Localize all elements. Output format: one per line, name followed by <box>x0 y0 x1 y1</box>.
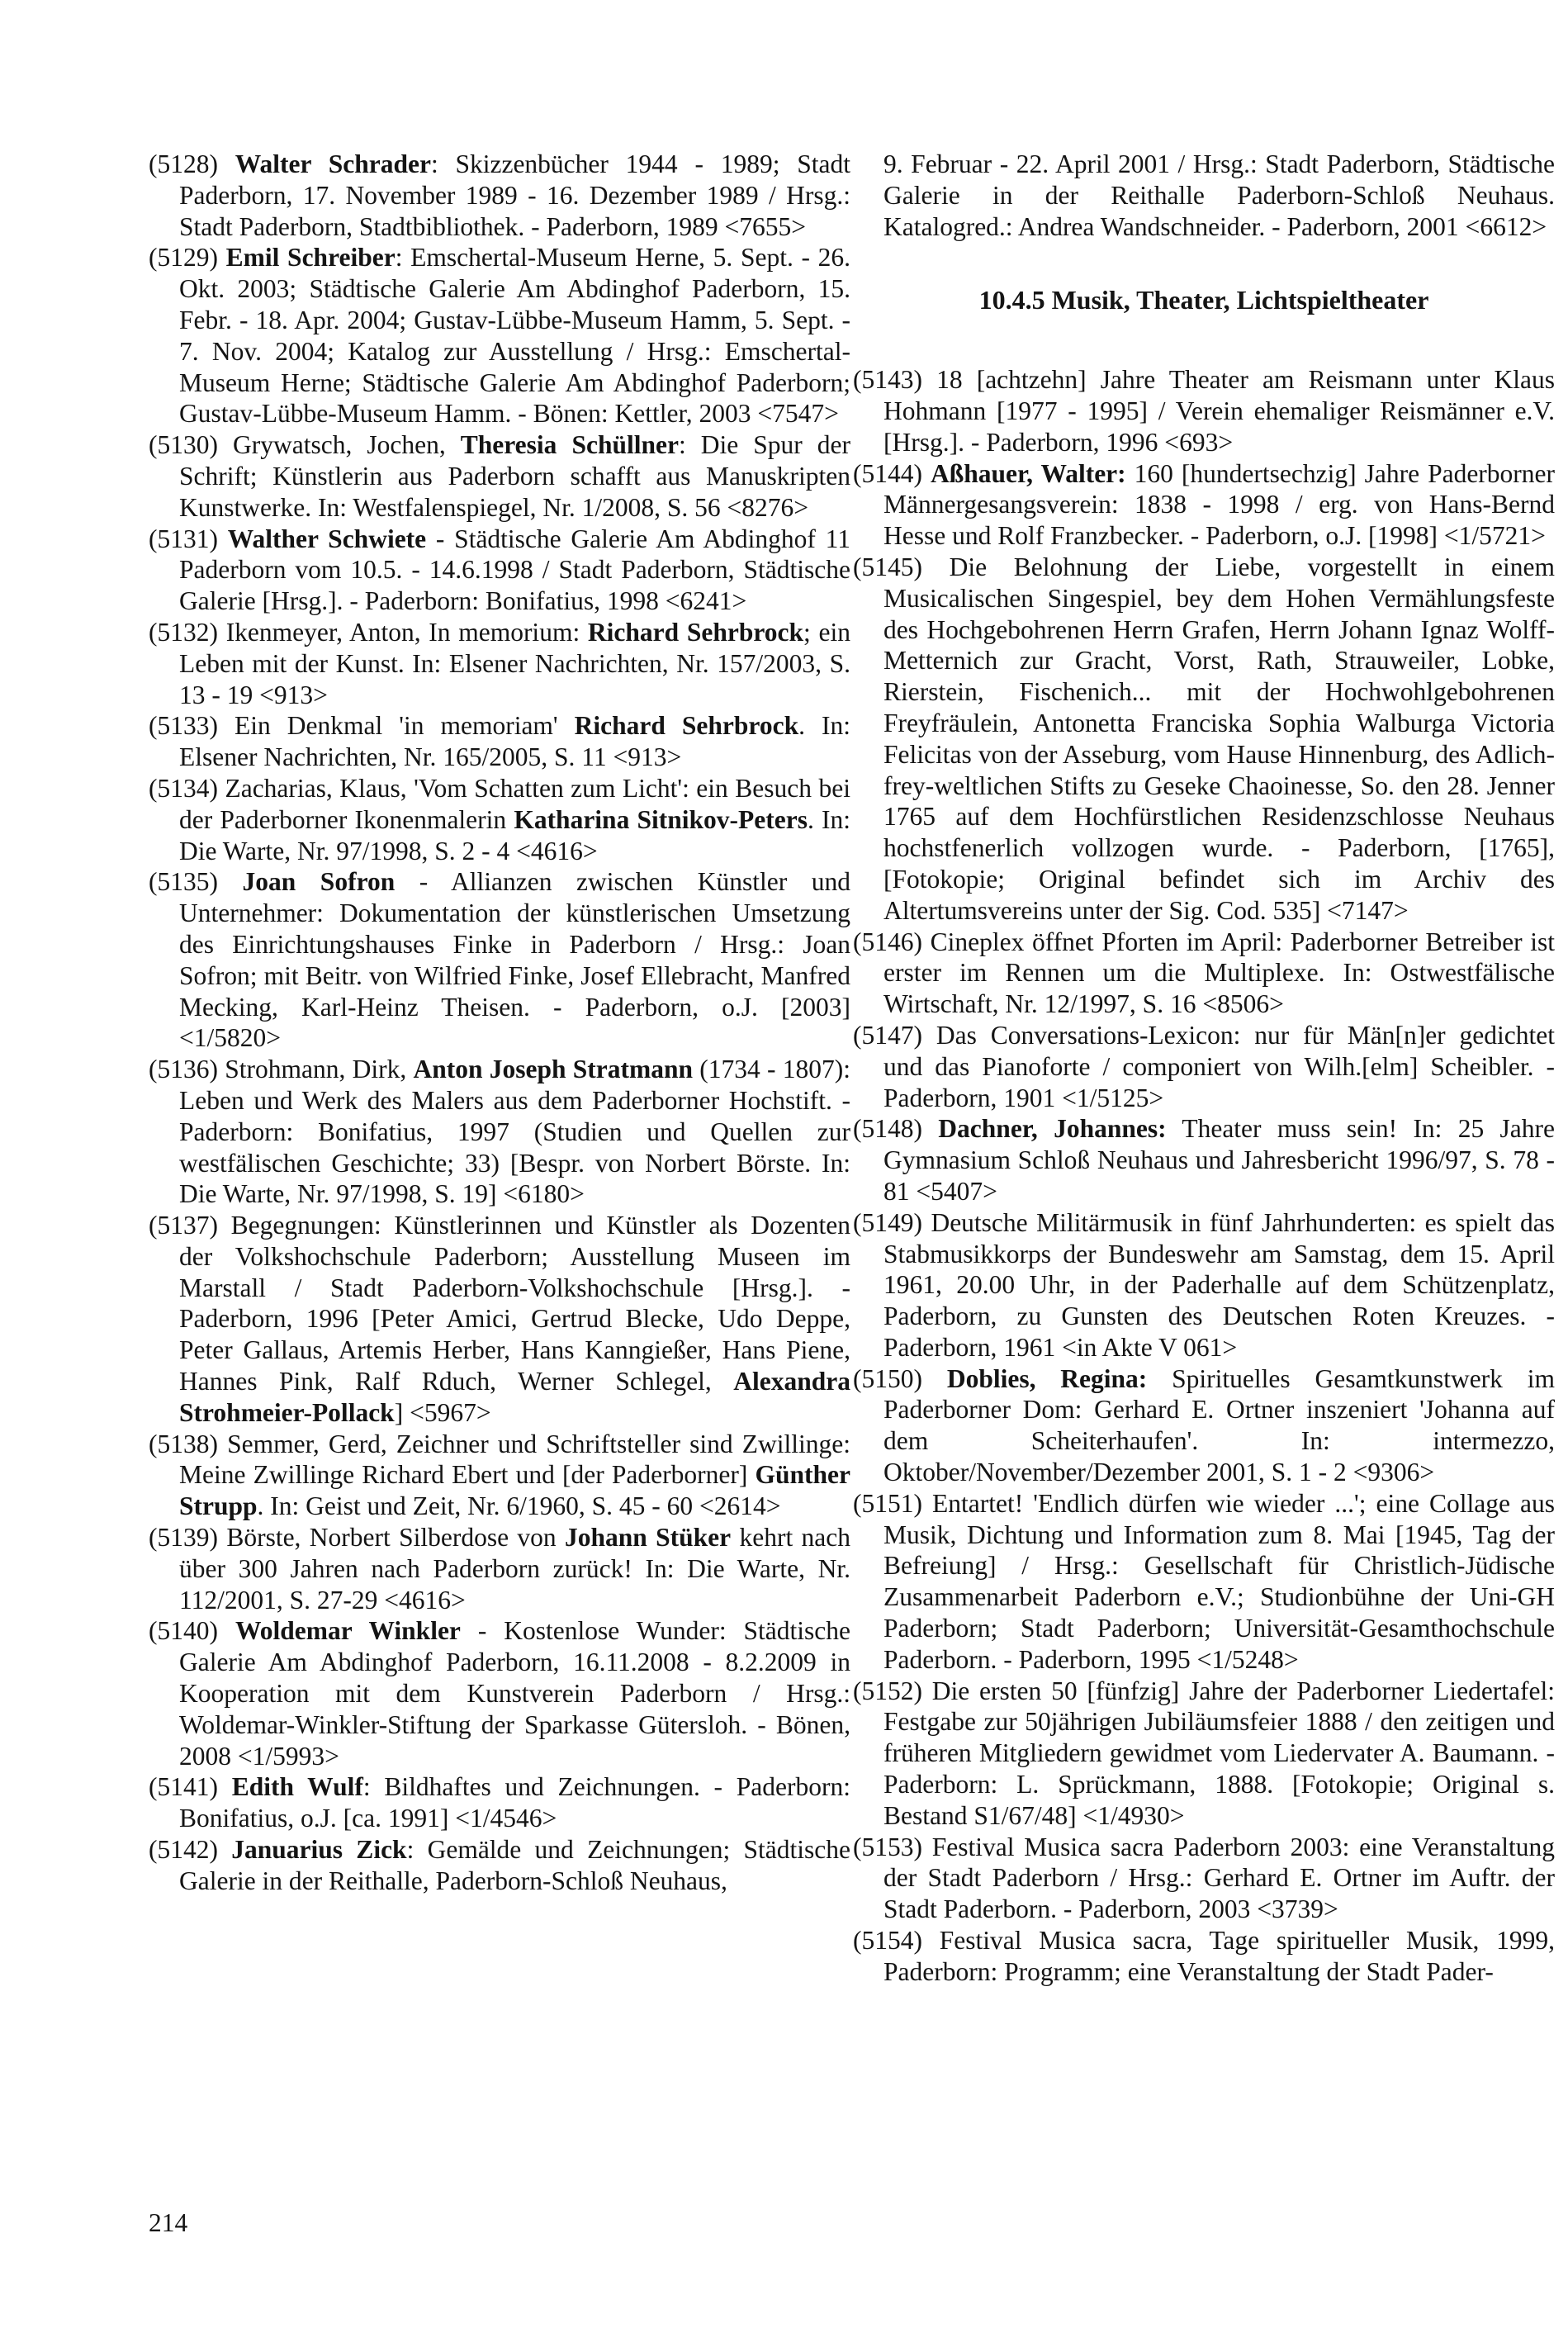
right-column <box>853 149 1555 1988</box>
page-number: 214 <box>149 2208 188 2237</box>
entry-text: : Emschertal-Museum Herne, 5. Sept. - 26. Okt. 2003; Städtische Galerie Am Abdinghof Paderborn, 15. Febr. - 18. Apr. 2004; Gustav-Lübbe-Museum Hamm, 5. Sept. - 7. Nov. 2004; Katalog zur Ausstellung / Hrsg.: Emschertal-Museum Herne; Städtische Galerie Am Abdinghof Paderborn; Gustav-Lübbe-Museum Hamm. - Bönen: Kettler, 2003 <7547> <box>179 243 851 429</box>
entry-number: (5146) <box>853 927 922 956</box>
entry-number: (5138) <box>149 1429 218 1458</box>
entry-number: (5129) <box>149 243 218 273</box>
entry-number: (5132) <box>149 617 218 647</box>
entry-number: (5131) <box>149 524 218 553</box>
bibliography-entry <box>149 1615 851 1771</box>
bibliography-entry <box>853 927 1555 1020</box>
entry-text <box>218 867 243 896</box>
entry-text: : Skizzenbücher 1944 - 1989; Stadt Paderborn, 17. November 1989 - 16. Dezember 1989 / Hrsg.: Stadt Paderborn, Stadtbibliothek. - Paderborn, 1989 <7655> <box>179 149 850 241</box>
entry-name-bold: Günther Strupp <box>179 1460 850 1521</box>
entry-name-bold: Johann Stüker <box>564 1523 732 1553</box>
entry-name-bold: Walter Schrader <box>234 149 431 178</box>
entry-text: . In: Geist und Zeit, Nr. 6/1960, S. 45 - 60 <2614> <box>257 1491 781 1521</box>
entry-text <box>218 1616 235 1645</box>
bibliography-entry <box>853 1488 1555 1676</box>
bibliography-entry <box>149 710 851 773</box>
entry-name-bold: Emil Schreiber <box>225 243 396 273</box>
bibliography-entry <box>149 1210 850 1429</box>
entry-number: (5152) <box>853 1676 922 1705</box>
entry-text: Die ersten 50 [fünfzig] Jahre der Paderborner Liedertafel: Festgabe zur 50jährigen Jubiläumsfeier 1888 / den zeitigen und früheren Mitgliedern gewidmet vom Liedervater A. Baumann. - Paderborn: L. Sprückmann, 1888. [Fotokopie; Original s. Bestand S1/67/48] <1/4930> <box>883 1676 1555 1830</box>
entry-name-bold: Doblies, Regina: <box>946 1363 1148 1393</box>
entry-number: (5134) <box>149 773 218 803</box>
bibliography-entry <box>853 1676 1555 1832</box>
entry-number: (5137) <box>149 1211 218 1240</box>
entry-text: Begegnungen: Künstlerinnen und Künstler als Dozenten der Volkshochschule Paderborn; Ausstellung Museen im Marstall / Stadt Paderborn-Volkshochschule [Hrsg.]. - Paderborn, 1996 [Peter Amici, Gertrud Blecke, Udo Deppe, Peter Gallaus, Artemis Herber, Hans Kanngießer, Hans Piene, Hannes Pink, Ralf Rduch, Werner Schlegel, <box>179 1211 850 1396</box>
entry-name-bold: Edith Wulf <box>231 1772 363 1802</box>
entry-text: ] <5967> <box>394 1397 491 1427</box>
entry-number: (5151) <box>853 1488 922 1518</box>
entry-text <box>218 1835 231 1864</box>
entry-text: Das Conversations-Lexicon: nur für Män[n]er gedichtet und das Pianoforte / componiert von Wilh.[elm] Scheibler. - Paderborn, 1901 <1/5125> <box>883 1020 1555 1112</box>
entry-text <box>218 243 226 272</box>
entry-number: (5136) <box>149 1055 218 1084</box>
entry-number: (5130) <box>149 430 218 460</box>
bibliography-entry <box>853 1832 1555 1925</box>
entry-text: Festival Musica sacra Paderborn 2003: eine Veranstaltung der Stadt Paderborn / Hrsg.: Gerhard E. Ortner im Auftr. der Stadt Paderborn. - Paderborn, 2003 <3739> <box>883 1832 1555 1924</box>
entry-text: : Bildhaftes und Zeichnungen. - Paderborn: Bonifatius, o.J. [ca. 1991] <1/4546> <box>179 1772 850 1833</box>
entry-text: Ikenmeyer, Anton, In memorium: <box>217 617 588 647</box>
left-column <box>149 149 850 1897</box>
entry-number: (5133) <box>149 711 218 741</box>
entry-number: (5135) <box>149 867 218 897</box>
entry-text: : Die Spur der Schrift; Künstlerin aus Paderborn schafft aus Manuskripten Kunstwerke. In: Westfalenspiegel, Nr. 1/2008, S. 56 <8276> <box>179 430 851 522</box>
entry-text <box>922 1364 947 1393</box>
entry-number: (5141) <box>149 1772 218 1802</box>
bibliography-entry <box>853 458 1555 552</box>
entry-number: (5149) <box>853 1207 922 1237</box>
entry-text: - Kostenlose Wunder: Städtische Galerie Am Abdinghof Paderborn, 16.11.2008 - 8.2.2009 in Kooperation mit dem Kunstverein Paderborn / Hrsg.: Woldemar-Winkler-Stiftung der Sparkasse Gütersloh. - Bönen, 2008 <1/5993> <box>179 1616 851 1771</box>
entry-text: : Gemälde und Zeichnungen; Städtische Galerie in der Reithalle, Paderborn-Schloß Neuhaus, <box>179 1835 850 1895</box>
entry-number: (5148) <box>853 1114 922 1144</box>
entry-name-bold: Richard Sehrbrock <box>587 617 804 647</box>
entry-number: (5139) <box>149 1523 218 1553</box>
entry-text: Theater muss sein! In: 25 Jahre Gymnasium Schloß Neuhaus und Jahresbericht 1996/97, S. 78 - 81 <5407> <box>883 1114 1556 1206</box>
entry-number: (5144) <box>853 458 922 488</box>
entry-text: - Städtische Galerie Am Abdinghof 11 Paderborn vom 10.5. - 14.6.1998 / Stadt Paderborn, Städtische Galerie [Hrsg.]. - Paderborn: Bonifatius, 1998 <6241> <box>179 524 850 616</box>
entry-name-bold: Dachner, Johannes: <box>938 1114 1167 1144</box>
entry-text: Deutsche Militärmusik in fünf Jahrhunderten: es spielt das Stabmusikkorps der Bundeswehr am Samstag, dem 15. April 1961, 20.00 Uhr, in der Paderhalle auf dem Schützenplatz, Paderborn, zu Gunsten des Deutschen Roten Kreuzes. - Paderborn, 1961 <in Akte V 061> <box>883 1207 1555 1362</box>
bibliography-entry <box>149 1522 850 1615</box>
bibliography-entry <box>149 1054 850 1210</box>
entry-text: . In: Elsener Nachrichten, Nr. 165/2005, S. 11 <913> <box>179 711 851 772</box>
entry-name-bold: Januarius Zick <box>231 1835 407 1865</box>
entry-text: Börste, Norbert Silberdose von <box>217 1523 565 1553</box>
entry-text: Entartet! 'Endlich dürfen wie wieder ...'; eine Collage aus Musik, Dichtung und Information zum 8. Mai [1945, Tag der Befreiung] / Hrsg.: Gesellschaft für Christlich-Jüdische Zusammenarbeit Paderborn e.V.; Studionbühne der Uni-GH Paderborn; Stadt Paderborn; Universität-Gesamthochschule Paderborn. - Paderborn, 1995 <1/5248> <box>883 1488 1555 1674</box>
entry-number: (5140) <box>149 1616 218 1646</box>
entry-text <box>218 524 228 553</box>
entry-text: (1734 - 1807): Leben und Werk des Malers aus dem Paderborner Hochstift. - Paderborn: Bonifatius, 1997 (Studien und Quellen zur westfälischen Geschichte; 33) [Bespr. von Norbert Börste. In: Die Warte, Nr. 97/1998, S. 19] <6180> <box>179 1055 850 1209</box>
entry-name-bold: Anton Joseph Stratmann <box>413 1055 694 1084</box>
entry-text: Strohmann, Dirk, <box>217 1055 414 1084</box>
entry-text: Cineplex öffnet Pforten im April: Paderborner Betreiber ist erster im Rennen um die Multiplexe. In: Ostwestfälische Wirtschaft, Nr. 12/1997, S. 16 <8506> <box>883 927 1555 1019</box>
entry-text: Grywatsch, Jochen, <box>217 430 461 460</box>
section-heading: 10.4.5 Musik, Theater, Lichtspieltheater <box>978 285 1429 315</box>
bibliography-entry <box>853 1363 1556 1488</box>
entry-name-bold: Katharina Sitnikov-Peters <box>514 804 808 834</box>
entry-name-bold: Richard Sehrbrock <box>574 711 799 741</box>
bibliography-entry <box>149 524 850 617</box>
bibliography-entry <box>853 1207 1555 1363</box>
entry-name-bold: Joan Sofron <box>242 867 396 897</box>
entry-name-bold: Woldemar Winkler <box>234 1616 461 1646</box>
bibliography-entry <box>149 429 851 523</box>
bibliography-entry <box>149 149 850 242</box>
entry-number: (5143) <box>853 365 922 395</box>
bibliography-entry <box>149 242 851 429</box>
entry-text: Ein Denkmal 'in memoriam' <box>217 711 575 741</box>
entry-text: Semmer, Gerd, Zeichner und Schriftsteller sind Zwillinge: Meine Zwillinge Richard Ebert und [der Paderborner] <box>179 1429 850 1490</box>
continuation-text: 9. Februar - 22. April 2001 / Hrsg.: Stadt Paderborn, Städtische Galerie in der Reithalle Paderborn-Schloß Neuhaus. Katalogred.: Andrea Wandschneider. - Paderborn, 2001 <6612> <box>883 149 1555 241</box>
entry-name-bold: Walther Schwiete <box>227 524 427 553</box>
entry-number: (5150) <box>853 1363 922 1393</box>
right-entries <box>853 364 1555 1987</box>
entry-text: 18 [achtzehn] Jahre Theater am Reismann unter Klaus Hohmann [1977 - 1995] / Verein ehemaliger Reismänner e.V. [Hrsg.]. - Paderborn, 1996 <693> <box>883 365 1555 457</box>
bibliography-entry <box>149 1771 850 1834</box>
entry-text: Zacharias, Klaus, 'Vom Schatten zum Licht': ein Besuch bei der Paderborner Ikonenmalerin <box>179 773 850 834</box>
entry-text: kehrt nach über 300 Jahren nach Paderborn zurück! In: Die Warte, Nr. 112/2001, S. 27-29 <4616> <box>179 1523 850 1614</box>
entry-number: (5128) <box>149 149 218 178</box>
entry-text: Spirituelles Gesamtkunstwerk im Paderborner Dom: Gerhard E. Ortner inszeniert 'Johanna auf dem Scheiterhaufen'. In: intermezzo, Oktober/November/Dezember 2001, S. 1 - 2 <9306> <box>883 1363 1556 1487</box>
entry-text: . In: Die Warte, Nr. 97/1998, S. 2 - 4 <4616> <box>179 804 850 865</box>
entry-number: (5147) <box>853 1020 922 1050</box>
entry-text <box>218 149 235 178</box>
entry-name-bold: Aßhauer, Walter: <box>931 458 1126 488</box>
entry-text: Die Belohnung der Liebe, vorgestellt in einem Musicalischen Singespiel, bey dem Hohen Vermählungsfeste des Hochgebohrenen Herrn Grafen, Herrn Johann Ignaz Wolff-Metternich zur Gracht, Vorst, Rath, Strauweiler, Lobke, Rierstein, Fischenich... mit der Hochwohlgebohrenen Freyfräulein, Antonetta Franciska Sophia Walburga Victoria Felicitas von der Asseburg, vom Hause Hinnenburg, des Adlich-frey-weltlichen Stifts zu Geseke Chaoinesse, So. den 28. Jenner 1765 auf dem Hochfürstlichen Residenzschlosse Neuhaus hochstfenerlich vollzogen wurde. - Paderborn, [1765], [Fotokopie; Original befindet sich im Archiv des Altertumsvereins unter der Sig. Cod. 535] <7147> <box>883 552 1555 925</box>
bibliography-entry <box>149 773 850 866</box>
entry-text: - Allianzen zwischen Künstler und Unternehmer: Dokumentation der künstlerischen Umsetzung des Einrichtungshauses Finke in Paderborn / Hrsg.: Joan Sofron; mit Beitr. von Wilfried Finke, Josef Ellebracht, Manfred Mecking, Karl-Heinz Theisen. - Paderborn, o.J. [2003] <1/5820> <box>179 867 850 1053</box>
entry-name-bold: Theresia Schüllner <box>460 430 679 460</box>
entry-text: Festival Musica sacra, Tage spiritueller Musik, 1999, Paderborn: Programm; eine Veranstaltung der Stadt Pader- <box>883 1926 1555 1986</box>
bibliography-entry <box>853 1020 1555 1113</box>
bibliography-entry <box>853 364 1555 458</box>
entry-text: ; ein Leben mit der Kunst. In: Elsener Nachrichten, Nr. 157/2003, S. 13 - 19 <913> <box>179 617 850 709</box>
bibliography-entry <box>853 1113 1556 1207</box>
entry-text: 160 [hundertsechzig] Jahre Paderborner Männergesangsverein: 1838 - 1998 / erg. von Hans-Bernd Hesse und Rolf Franzbecker. - Paderborn, o.J. [1998] <1/5721> <box>883 458 1555 551</box>
bibliography-entry <box>149 1834 850 1897</box>
bibliography-entry <box>149 1429 850 1522</box>
entry-number: (5153) <box>853 1832 922 1861</box>
entry-name-bold: Alexandra Strohmeier-Pollack <box>179 1367 850 1427</box>
entry-text <box>922 1114 938 1143</box>
bibliography-entry <box>149 617 850 710</box>
entry-text <box>218 1772 232 1801</box>
entry-number: (5154) <box>853 1926 922 1956</box>
entry-text <box>922 459 931 488</box>
bibliography-entry <box>149 866 850 1054</box>
bibliography-entry <box>853 1925 1555 1988</box>
bibliography-entry <box>853 552 1555 927</box>
entry-number: (5142) <box>149 1835 218 1865</box>
entry-number: (5145) <box>853 552 922 581</box>
